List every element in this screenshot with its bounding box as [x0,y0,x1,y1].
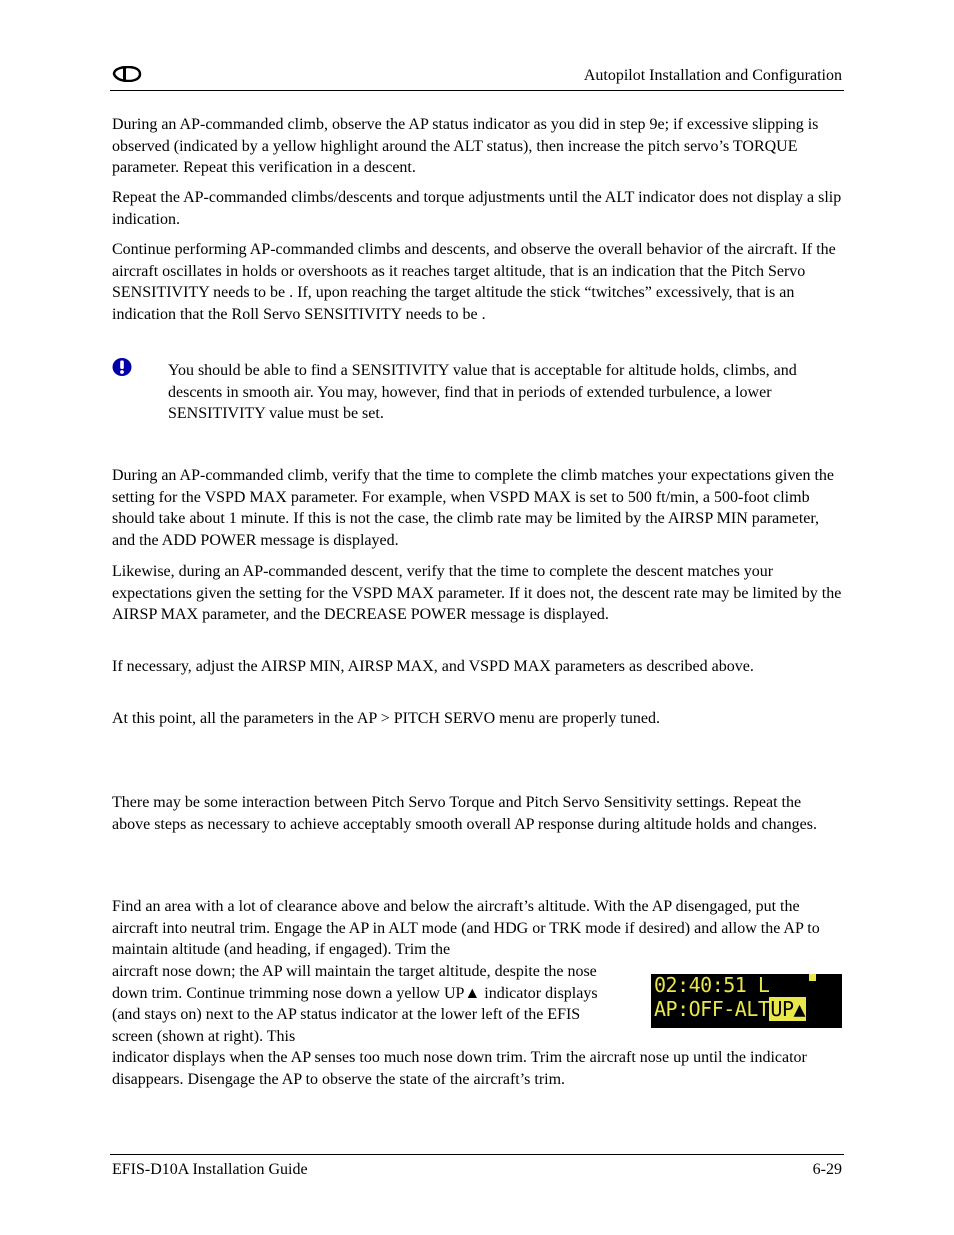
efis-marker [809,974,816,981]
page-number: 6-29 [812,1161,842,1178]
page-header [110,60,844,91]
paragraph-trim-end: indicator displays when the AP senses too much nose down trim. Trim the aircraft nose up until the indicator disappears. Disengage the AP to observe the state of the aircraft’s trim. [112,1049,807,1088]
paragraph-climb-slip: During an AP-commanded climb, observe the AP status indicator as you did in step 9e; if excessive slipping is observed (indicated by a yellow highlight around the ALT status), then increase the pitch servo’s TORQUE parameter. Repeat this verification in a descent. [112,116,819,176]
efis-time-line: 02:40:51 L [654,974,770,997]
paragraph-vspd-climb: During an AP-commanded climb, verify that the time to complete the climb matches your expectations given the setting for the VSPD MAX parameter. For example, when VSPD MAX is set to 500 ft/min, a 500-foot climb should take about 1 minute. If this is not the case, the climb rate may be limited by the AIRSP MIN parameter, and the ADD POWER message is displayed. [112,467,835,549]
paragraph-trim-intro: Find an area with a lot of clearance above and below the aircraft’s altitude. With the AP disengaged, put the aircraft into neutral trim. Engage the AP in ALT mode (and HDG or TRK mode if desired) and allow the AP to maintain altitude (and heading, if engaged). Trim the [112,898,820,958]
efis-status-screenshot [651,974,842,1028]
efis-up-indicator: UP▲ [770,997,806,1021]
paragraph-trim-wrap: aircraft nose down; the AP will maintain the target altitude, despite the nose down trim. Continue trimming nose down a yellow UP▲ indicator displays (and stays on) next to the AP status indicator at the lower left of the EFIS screen (shown at right). This [112,963,598,1045]
exclamation-icon [112,357,132,384]
footer-guide-title: EFIS-D10A Installation Guide [112,1161,308,1178]
efis-ap-status: AP:OFF-ALT [654,997,770,1021]
paragraph-vspd-descent: Likewise, during an AP-commanded descent, verify that the time to complete the descent matches your expectations given the setting for the VSPD MAX parameter. If it does not, the descent rate may be limited by the AIRSP MAX parameter, and the DECREASE POWER message is displayed. [112,563,842,623]
header-title: Autopilot Installation and Configuration [583,67,842,84]
dynon-logo-icon [112,66,142,89]
efis-ap-status-line [654,999,806,1021]
note-text: You should be able to find a SENSITIVITY value that is acceptable for altitude holds, climbs, and descents in smooth air. You may, however, find that in periods of extended turbulence, a lower SENSITIVITY value must be set. [168,362,797,422]
paragraph-sensitivity: Continue performing AP-commanded climbs and descents, and observe the overall behavior of the aircraft. If the aircraft oscillates in holds or overshoots as it reaches target altitude, that is an indication that the Pitch Servo SENSITIVITY needs to be . If, upon reaching the target altitude the stick “twitches” excessively, that is an indication that the Roll Servo SENSITIVITY needs to be . [112,241,836,323]
page-footer [110,1154,844,1178]
paragraph-adjust-params: If necessary, adjust the AIRSP MIN, AIRSP MAX, and VSPD MAX parameters as described above. [112,658,754,675]
paragraph-interaction: There may be some interaction between Pitch Servo Torque and Pitch Servo Sensitivity settings. Repeat the above steps as necessary to achieve acceptably smooth overall AP response during altitude holds and changes. [112,794,817,833]
paragraph-pitch-servo-tuned: At this point, all the parameters in the AP > PITCH SERVO menu are properly tuned. [112,710,660,727]
paragraph-repeat-climbs: Repeat the AP-commanded climbs/descents and torque adjustments until the ALT indicator does not display a slip indication. [112,189,842,228]
